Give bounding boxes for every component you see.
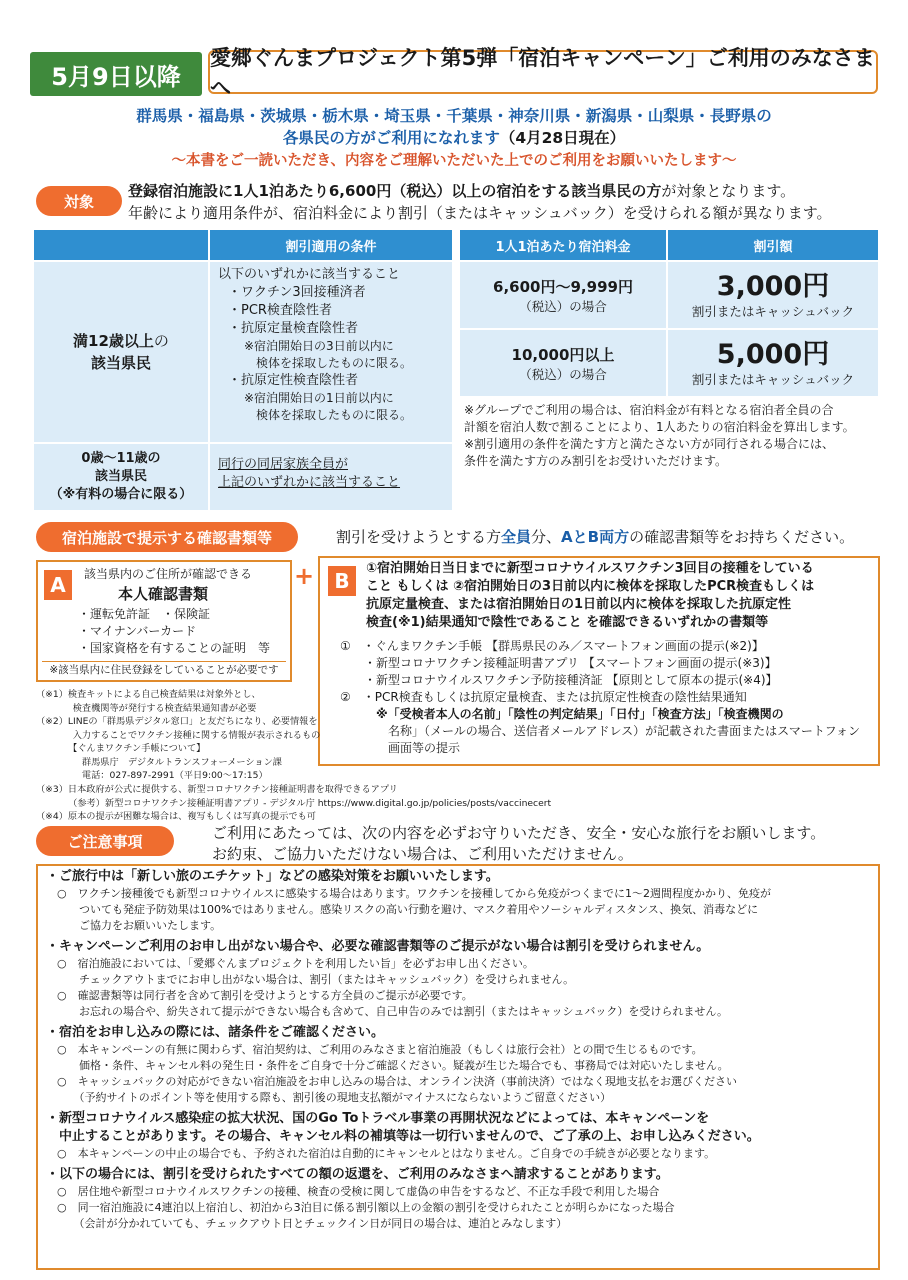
footnotes-left [36, 688, 321, 783]
target-line1-rest: が対象となります。 [661, 182, 796, 200]
adult-cond-3: ・抗原定量検査陰性者 [228, 321, 359, 336]
rate-discount-0-note: 割引またはキャッシュバック [691, 303, 855, 319]
rate-discount-0-value: 3,000円 [716, 270, 830, 302]
box-b-line-3: 検査(※1)結果通知で陰性であること を確認できるいずれかの書類等 [366, 615, 769, 630]
lead-residents [0, 126, 908, 148]
child-cond-1: 上記のいずれかに該当すること [218, 475, 401, 490]
caution-0-title: ・ご旅行中は「新しい旅のエチケット」などの感染対策をお願いいたします。 [46, 869, 499, 884]
caution-section-1 [46, 938, 878, 1020]
caution-4-title: ・以下の場合には、割引を受けられたすべての額の返還を、ご利用のみなさまへ請求することがあります。 [46, 1167, 669, 1182]
caution-1-line-2: ○ 確認書類等は同行者を含めて割引を受けようとする方全員のご提示が必要です。 [46, 989, 473, 1002]
documents-intro-d: AとB両方 [561, 528, 630, 546]
box-a-item-1: ・マイナンバーカード [78, 624, 197, 638]
lead-as-of: （4月28日現在） [499, 129, 626, 147]
child-conditions-cell [210, 444, 452, 510]
lead-note: ～本書をご一読いただき、内容をご理解いただいた上でのご利用をお願いいたします～ [171, 153, 737, 169]
adult-cond-0: 以下のいずれかに該当すること [218, 267, 401, 282]
rate-price-1-tax: （税込）の場合 [519, 366, 607, 382]
rate-discount-0 [668, 262, 878, 328]
box-b-sub2-1: ※「受検者本人の名前」「陰性の判定結果」「日付」「検査方法」「検査機関の [340, 707, 784, 721]
box-b-sub1-0: ① ・ぐんまワクチン手帳 【群馬県民のみ／スマートフォン画面の提示(※2)】 [340, 639, 764, 653]
lead-residents-text: 各県民の方がご利用になれます [282, 129, 500, 147]
footnote-7: （※3）日本政府が公式に提供する、新型コロナワクチン接種証明書を取得できるアプリ [36, 784, 398, 795]
table-note-1: 計額を宿泊人数で割ることにより、1人あたりの宿泊料金を算出します。 [464, 420, 855, 434]
rate-discount-1 [668, 330, 878, 396]
box-b-main [366, 560, 876, 632]
table-header-discount: 割引額 [668, 230, 878, 260]
adult-cond-2: ・PCR検査陰性者 [228, 303, 332, 318]
table-note-0: ※グループでご利用の場合は、宿泊料金が有料となる宿泊者全員の合 [464, 403, 834, 417]
box-a-note: ※該当県内に住民登録をしていることが必要です [42, 661, 286, 678]
adult-label2: 該当県民 [90, 354, 151, 372]
footnotes-wide [36, 783, 876, 824]
box-b-sub2-3: 画面等の提示 [340, 741, 461, 755]
target-line1 [128, 180, 898, 202]
box-a-letter: A [44, 570, 72, 600]
caution-2-line-1: 価格・条件、キャンセル料の発生日・条件をご自身で十分ご確認ください。疑義が生じた場合でも、事務局では対応いたしません。 [46, 1059, 729, 1072]
footnote-2: （※2）LINEの「群馬県デジタル窓口」と友だちになり、必要情報を [36, 716, 318, 727]
caution-3-title: ・新型コロナウイルス感染症の拡大状況、国のGo Toトラベル事業の再開状況などによっては、本キャンペーンを [46, 1111, 710, 1126]
caution-2-line-3: （予約サイトのポイント等を使用する際も、割引後の現地支払額がマイナスにならないようご留意ください） [46, 1091, 612, 1104]
footnote-1: 検査機関等が発行する検査結果通知書が必要 [36, 702, 257, 714]
box-b-line-1: こと もしくは ②宿泊開始日の3日前以内に検体を採取したPCR検査もしくは [366, 579, 815, 594]
footnote-3: 入力することでワクチン接種に関する情報が表示されるもの [36, 729, 321, 741]
table-header-price: 1人1泊あたり宿泊料金 [460, 230, 666, 260]
lead-prefectures: 群馬県・福島県・茨城県・栃木県・埼玉県・千葉県・神奈川県・新潟県・山梨県・長野県の [136, 107, 772, 125]
cautions-label: ご注意事項 [36, 826, 174, 856]
adult-label-rest: の [153, 332, 169, 350]
footnote-6: 電話：027-897-2991（平日9:00～17:15） [36, 770, 268, 781]
rate-price-0 [460, 262, 666, 328]
documents-intro-c: 分、 [531, 528, 562, 546]
adult-conditions-cell [210, 262, 452, 442]
footnote-4: 【ぐんまワクチン手帳について】 [36, 743, 206, 754]
box-b-letter: B [328, 566, 356, 596]
box-a-item-0: ・運転免許証 ・保険証 [78, 607, 211, 621]
caution-4-line-0: ○ 居住地や新型コロナウイルスワクチンの接種、検査の受検に関して虚偽の申告をするなど、不正な手段で利用した場合 [46, 1185, 660, 1198]
child-label: 0歳～11歳の [81, 451, 161, 466]
child-label-cell [34, 444, 208, 510]
cautions-intro1: ご利用にあたっては、次の内容を必ずお守りいただき、安全・安心な旅行をお願いします。 [212, 824, 826, 842]
target-label: 対象 [36, 186, 122, 216]
adult-cond-5: 検体を採取したものに限る。 [256, 356, 413, 370]
footnote-9: （※4）原本の提示が困難な場合は、複写もしくは写真の提示でも可 [36, 811, 316, 822]
adult-cond-4: ※宿泊開始日の3日前以内に [244, 339, 394, 353]
adult-label-bold: 満12歳以上 [73, 332, 154, 350]
box-b [318, 556, 880, 766]
box-a-line2: 本人確認書類 [118, 585, 209, 603]
caution-section-4 [46, 1166, 878, 1232]
caution-section-3 [46, 1110, 878, 1162]
page-title: 愛郷ぐんまプロジェクト第5弾「宿泊キャンペーン」ご利用のみなさまへ [208, 50, 878, 94]
documents-label: 宿泊施設で提示する確認書類等 [36, 522, 298, 552]
caution-3-line-0: ○ 本キャンペーンの中止の場合でも、予約された宿泊は自動的にキャンセルとはなりません。ご自身での手続きが必要となります。 [46, 1147, 716, 1160]
rate-price-1-value: 10,000円以上 [511, 345, 615, 364]
child-label2: 該当県民 [94, 469, 147, 484]
box-b-sub2-0: ② ・PCR検査もしくは抗原定量検査、または抗原定性検査の陰性結果通知 [340, 690, 747, 704]
caution-2-line-0: ○ 本キャンペーンの有無に関わらず、宿泊契約は、ご利用のみなさまと宿泊施設（もしくは旅行会社）との間で生じるものです。 [46, 1043, 703, 1056]
date-badge: 5月9日以降 [30, 52, 202, 96]
caution-0-line-2: ご協力をお願いいたします。 [46, 919, 222, 932]
caution-1-line-3: お忘れの場合や、紛失されて提示ができない場合も含めて、自己申告のみでは割引（またはキャッシュバック）を受けられません。 [46, 1005, 728, 1018]
caution-0-line-0: ○ ワクチン接種後でも新型コロナウイルスに感染する場合はあります。ワクチンを接種してから免疫がつくまでに1～2週間程度かかり、免疫が [46, 887, 771, 900]
footnote-0: （※1）検査キットによる自己検査結果は対象外とし、 [36, 689, 261, 700]
footnote-5: 群馬県庁 デジタルトランスフォーメーション課 [36, 756, 282, 768]
caution-1-line-0: ○ 宿泊施設においては、「愛郷ぐんまプロジェクトを利用したい旨」を必ずお申し出ください。 [46, 957, 534, 970]
footnote-8: （参考）新型コロナワクチン接種証明書アプリ - デジタル庁 https://www.digital.go.jp/policies/posts/vaccinecert [36, 797, 552, 809]
box-b-sub [340, 638, 876, 757]
box-b-line-2: 抗原定量検査、または宿泊開始日の1日前以内に検体を採取した抗原定性 [366, 597, 792, 612]
cautions-intro2: お約束、ご協力いただけない場合は、ご利用いただけません。 [212, 845, 633, 863]
adult-cond-7: ※宿泊開始日の1日前以内に [244, 391, 394, 405]
cautions-box [36, 864, 880, 1270]
box-b-sub1-2: ・新型コロナウイルスワクチン予防接種済証 【原則として原本の提示(※4)】 [340, 673, 778, 687]
documents-intro-b: 全員 [501, 528, 532, 546]
child-cond-0: 同行の同居家族全員が [218, 457, 349, 472]
adult-label-cell [34, 262, 208, 442]
rate-price-1 [460, 330, 666, 396]
target-line2: 年齢により適用条件が、宿泊料金により割引（またはキャッシュバック）を受けられる額が異なります。 [128, 204, 832, 222]
rate-discount-1-note: 割引またはキャッシュバック [691, 371, 855, 387]
caution-section-2 [46, 1024, 878, 1106]
plus-sign: + [293, 562, 315, 590]
table-notes [464, 402, 884, 470]
table-header-conditions: 割引適用の条件 [210, 230, 452, 260]
documents-intro [336, 526, 896, 548]
target-line1-bold: 登録宿泊施設に1人1泊あたり6,600円（税込）以上の宿泊をする該当県民の方 [128, 182, 662, 200]
box-b-sub1-1: ・新型コロナワクチン接種証明書アプリ 【スマートフォン画面の提示(※3)】 [340, 656, 777, 670]
box-a-item-2: ・国家資格を有することの証明 等 [78, 641, 271, 655]
caution-4-line-2: （会計が分かれていても、チェックアウト日とチェックイン日が同日の場合は、連泊とみなします） [46, 1217, 568, 1230]
rate-discount-1-value: 5,000円 [716, 338, 830, 370]
caution-3-title2: 中止することがあります。その場合、キャンセル料の補填等は一切行いませんので、ご了承の上、お申し込みください。 [46, 1129, 760, 1144]
box-a-line1: 該当県内のご住所が確認できる [84, 567, 253, 581]
caution-2-title: ・宿泊をお申し込みの際には、諸条件をご確認ください。 [46, 1025, 385, 1040]
caution-1-title: ・キャンペーンご利用のお申し出がない場合や、必要な確認書類等のご提示がない場合は割引を受けられません。 [46, 939, 710, 954]
table-header-blank [34, 230, 208, 260]
caution-1-line-1: チェックアウトまでにお申し出がない場合は、割引（またはキャッシュバック）を受けられません。 [46, 973, 575, 986]
child-label3: （※有料の場合に限る） [49, 487, 193, 502]
rate-price-0-value: 6,600円～9,999円 [493, 277, 633, 296]
rate-price-0-tax: （税込）の場合 [519, 298, 607, 314]
adult-cond-1: ・ワクチン3回接種済者 [228, 285, 366, 300]
box-a [36, 560, 292, 682]
documents-intro-e: の確認書類等をお持ちください。 [629, 528, 855, 546]
caution-4-line-1: ○ 同一宿泊施設に4連泊以上宿泊し、初泊から3泊目に係る割引額以上の金額の割引を受けられたことが明らかになった場合 [46, 1201, 675, 1214]
caution-section-0 [46, 868, 878, 934]
box-b-sub2-2: 名称」（メールの場合、送信者メールアドレス）が記載された書面またはスマートフォン [340, 724, 860, 738]
caution-0-line-1: ついても発症予防効果は100%ではありません。感染リスクの高い行動を避け、マスク着用やソーシャルディスタンス、換気、消毒などに [46, 903, 759, 916]
caution-2-line-2: ○ キャッシュバックの対応ができない宿泊施設をお申し込みの場合は、オンライン決済（事前決済）ではなく現地支払をお選びください [46, 1075, 738, 1088]
adult-cond-8: 検体を採取したものに限る。 [256, 408, 413, 422]
adult-cond-6: ・抗原定性検査陰性者 [228, 373, 359, 388]
table-note-3: 条件を満たす方のみ割引をお受けいただけます。 [464, 454, 728, 468]
documents-intro-a: 割引を受けようとする方 [336, 528, 502, 546]
table-note-2: ※割引適用の条件を満たす方と満たさない方が同行される場合には、 [464, 437, 835, 451]
box-b-line-0: ①宿泊開始日当日までに新型コロナウイルスワクチン3回目の接種をしている [366, 561, 814, 576]
